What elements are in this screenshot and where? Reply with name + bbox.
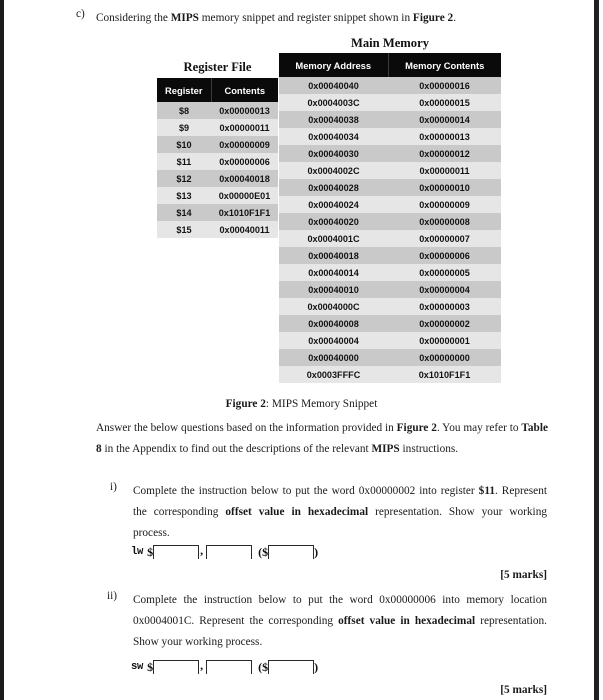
sw-dollar-sign-1: $	[147, 660, 154, 674]
lw-comma: ,	[200, 543, 204, 557]
main-memory-table	[279, 53, 501, 383]
memory-cell-value: 0x00000005	[388, 264, 501, 281]
register-cell-key: $12	[157, 170, 211, 187]
memory-cell-key: 0x00040024	[279, 196, 388, 213]
register-cell-key: $8	[157, 102, 211, 119]
memory-cell-key: 0x0004002C	[279, 162, 388, 179]
question-ii-part2: representation. Show your working process.	[133, 615, 547, 648]
table-row	[157, 153, 278, 170]
memory-cell-key: 0x0003FFFC	[279, 366, 388, 383]
table-row	[279, 179, 501, 196]
question-c-bold-figure: Figure 2	[412, 12, 454, 24]
question-i-part2: . Represent the corresponding	[133, 485, 547, 518]
register-cell-key: $14	[157, 204, 211, 221]
question-c-bold-mips: MIPS	[170, 12, 199, 24]
register-cell-value: 0x00040018	[211, 170, 278, 187]
register-file-header-row	[157, 78, 278, 102]
register-cell-value: 0x00040011	[211, 221, 278, 238]
answer-para-part1: Answer the below questions based on the information provided in	[96, 422, 397, 434]
memory-cell-value: 0x00000011	[388, 162, 501, 179]
lw-rt-register-blank[interactable]	[153, 545, 199, 559]
memory-cell-value: 0x00000007	[388, 230, 501, 247]
question-c-text	[96, 8, 546, 29]
memory-cell-key: 0x0004003C	[279, 94, 388, 111]
memory-cell-value: 0x00000008	[388, 213, 501, 230]
memory-cell-key: 0x00040010	[279, 281, 388, 298]
table-row	[279, 349, 501, 366]
memory-cell-key: 0x00040020	[279, 213, 388, 230]
table-row	[157, 204, 278, 221]
memory-cell-key: 0x00040034	[279, 128, 388, 145]
memory-cell-value: 0x00000016	[388, 77, 501, 94]
question-ii-bold-offset: offset value in hexadecimal	[338, 615, 476, 627]
register-file-table	[157, 78, 278, 238]
memory-cell-value: 0x00000000	[388, 349, 501, 366]
register-cell-value: 0x00000013	[211, 102, 278, 119]
memory-cell-value: 0x00000001	[388, 332, 501, 349]
question-ii-marker: ii)	[107, 590, 118, 602]
memory-cell-key: 0x00040018	[279, 247, 388, 264]
memory-cell-value: 0x00000006	[388, 247, 501, 264]
table-row	[157, 170, 278, 187]
lw-dollar-sign-1: $	[147, 545, 154, 559]
lw-instruction-line	[131, 543, 318, 558]
question-i-marker: i)	[110, 481, 117, 493]
memory-cell-value: 0x00000003	[388, 298, 501, 315]
register-file-header-contents: Contents	[211, 78, 278, 102]
register-file-header-register: Register	[157, 78, 211, 102]
sw-close-paren: )	[314, 660, 319, 674]
main-memory-caption: Main Memory	[351, 36, 429, 50]
lw-close-paren: )	[314, 545, 319, 559]
memory-cell-value: 0x00000013	[388, 128, 501, 145]
lw-open-paren-dollar: ($	[258, 545, 269, 559]
table-row	[157, 119, 278, 136]
answer-para-part4: instructions.	[399, 443, 459, 455]
memory-cell-key: 0x00040014	[279, 264, 388, 281]
table-row	[279, 281, 501, 298]
answer-para-bold-mips: MIPS	[371, 443, 400, 455]
register-cell-value: 0x00000011	[211, 119, 278, 136]
main-memory-header-contents: Memory Contents	[388, 53, 501, 77]
table-row	[279, 145, 501, 162]
table-row	[279, 77, 501, 94]
table-row	[279, 332, 501, 349]
memory-cell-value: 0x00000010	[388, 179, 501, 196]
main-memory-header-row	[279, 53, 501, 77]
memory-cell-value: 0x1010F1F1	[388, 366, 501, 383]
sw-instruction-line	[131, 658, 318, 673]
table-row	[279, 111, 501, 128]
lw-mnemonic: lw	[131, 546, 144, 558]
memory-cell-value: 0x00000014	[388, 111, 501, 128]
memory-cell-value: 0x00000002	[388, 315, 501, 332]
register-cell-value: 0x00000009	[211, 136, 278, 153]
table-row	[279, 366, 501, 383]
memory-cell-key: 0x00040004	[279, 332, 388, 349]
question-i-marks: [5 marks]	[500, 569, 547, 581]
register-cell-value: 0x00000E01	[211, 187, 278, 204]
question-i-bold-offset: offset value in hexadecimal	[225, 506, 369, 518]
question-c-marker: c)	[76, 8, 85, 20]
table-row	[157, 187, 278, 204]
answer-para-part3: in the Appendix to find out the descriptions of the relevant	[101, 443, 372, 455]
memory-cell-key: 0x00040008	[279, 315, 388, 332]
question-ii-marks: [5 marks]	[500, 684, 547, 696]
sw-open-paren-dollar: ($	[258, 660, 269, 674]
register-cell-key: $13	[157, 187, 211, 204]
register-cell-key: $11	[157, 153, 211, 170]
question-c-part2: memory snippet and register snippet shown in	[198, 12, 413, 24]
figure-caption-text: : MIPS Memory Snippet	[265, 398, 378, 410]
sw-offset-blank[interactable]	[206, 660, 252, 674]
table-row	[279, 264, 501, 281]
question-i-part3: representation. Show your working process.	[133, 506, 547, 539]
question-ii-text	[133, 590, 547, 653]
table-row	[279, 94, 501, 111]
sw-comma: ,	[200, 658, 204, 672]
table-row	[279, 128, 501, 145]
question-c-part1: Considering the	[96, 12, 171, 24]
question-i-text	[133, 481, 547, 544]
memory-cell-value: 0x00000009	[388, 196, 501, 213]
register-cell-key: $9	[157, 119, 211, 136]
table-row	[279, 247, 501, 264]
question-i-part1: Complete the instruction below to put the word 0x00000002 into register	[133, 485, 479, 497]
register-cell-key: $10	[157, 136, 211, 153]
figure-caption	[0, 398, 603, 410]
table-row	[279, 213, 501, 230]
table-row	[279, 298, 501, 315]
table-row	[279, 196, 501, 213]
memory-cell-key: 0x00040028	[279, 179, 388, 196]
memory-cell-key: 0x00040030	[279, 145, 388, 162]
table-row	[157, 136, 278, 153]
sw-mnemonic: sw	[131, 661, 144, 673]
register-cell-key: $15	[157, 221, 211, 238]
sw-rt-register-blank[interactable]	[153, 660, 199, 674]
register-cell-value: 0x00000006	[211, 153, 278, 170]
memory-cell-value: 0x00000015	[388, 94, 501, 111]
register-cell-value: 0x1010F1F1	[211, 204, 278, 221]
table-row	[279, 162, 501, 179]
scan-edge-right-outer	[599, 0, 603, 700]
register-file-caption: Register File	[183, 60, 252, 74]
answer-instructions-paragraph	[96, 418, 548, 460]
table-row	[157, 102, 278, 119]
question-i-bold-register: $11	[478, 485, 495, 497]
memory-cell-key: 0x00040038	[279, 111, 388, 128]
answer-para-bold-table: Table 8	[96, 422, 548, 455]
answer-para-part2: . You may refer to	[436, 422, 522, 434]
memory-cell-key: 0x00040000	[279, 349, 388, 366]
table-row	[157, 221, 278, 238]
question-c-part3: .	[453, 12, 457, 24]
lw-offset-blank[interactable]	[206, 545, 252, 559]
memory-cell-value: 0x00000012	[388, 145, 501, 162]
table-row	[279, 230, 501, 247]
table-row	[279, 315, 501, 332]
sw-base-register-blank[interactable]	[268, 660, 314, 674]
memory-cell-key: 0x0004001C	[279, 230, 388, 247]
main-memory-header-address: Memory Address	[279, 53, 388, 77]
memory-cell-key: 0x0004000C	[279, 298, 388, 315]
lw-base-register-blank[interactable]	[268, 545, 314, 559]
question-ii-part1: Complete the instruction below to put the word 0x00000006 into memory location 0x0004001C. Represent the corresponding	[133, 594, 547, 627]
answer-para-bold-figure: Figure 2	[396, 422, 437, 434]
figure-caption-label: Figure 2	[225, 398, 266, 410]
memory-cell-key: 0x00040040	[279, 77, 388, 94]
memory-cell-value: 0x00000004	[388, 281, 501, 298]
